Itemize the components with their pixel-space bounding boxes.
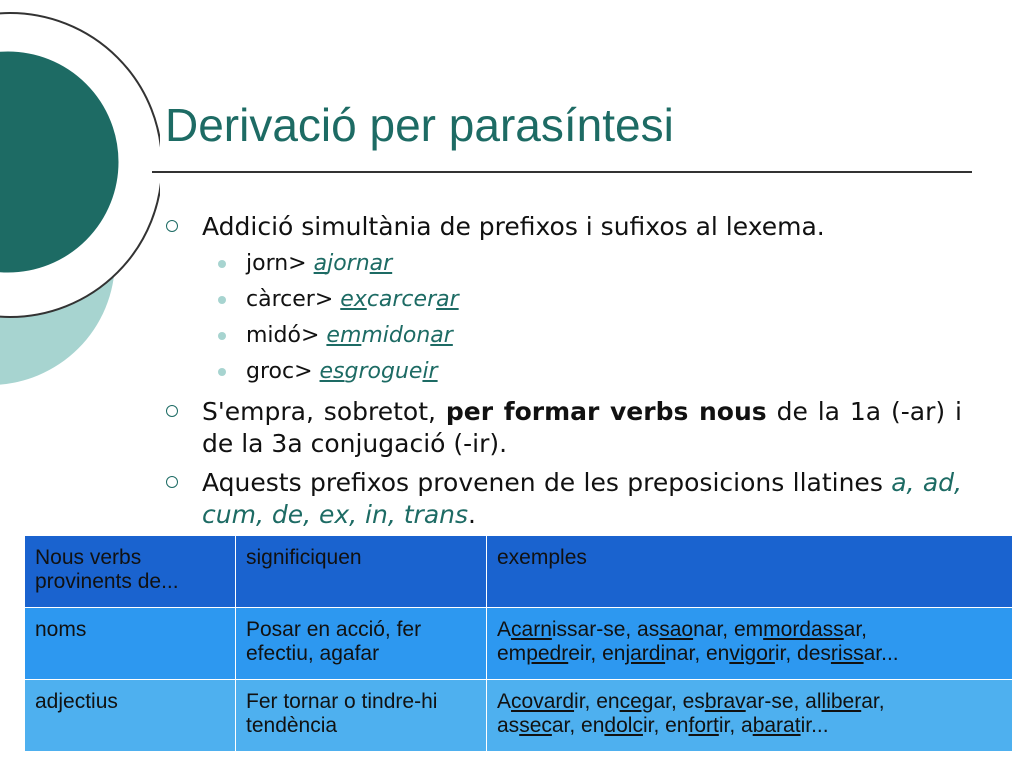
slide-title: Derivació per parasíntesi <box>165 99 674 151</box>
bullet-definition <box>202 211 962 243</box>
header-cell: exemples <box>487 536 1013 608</box>
bullet-dot-icon <box>218 260 226 268</box>
example-base: groc> <box>246 359 313 384</box>
example-base: jorn> <box>246 251 307 276</box>
example-item <box>246 358 438 386</box>
header-cell: Nous verbs provinents de... <box>25 536 236 608</box>
example-derived: esgrogueir <box>319 359 438 384</box>
bullet-origin: Aquests prefixos provenen de les preposicions llatines a, ad, cum, de, ex, in, trans. <box>202 467 962 531</box>
table-cell: adjectius <box>25 680 236 752</box>
example-derived: excarcerar <box>340 287 459 312</box>
decorative-circles <box>0 0 160 420</box>
bullet-dot-icon <box>218 368 226 376</box>
examples-cell: Acovardir, encegar, esbravar-se, alliberar, assecar, endolcir, enfortir, abaratir... <box>487 680 1013 752</box>
bullet-usage: S'empra, sobretot, per formar verbs nous de la 1a (-ar) i de la 3a conjugació (-ir). <box>202 396 962 460</box>
example-base: midó> <box>246 323 320 348</box>
example-derived: ajornar <box>313 251 393 276</box>
example-item <box>246 250 392 278</box>
example-derived: emmidonar <box>326 323 453 348</box>
title-divider <box>152 171 972 173</box>
bullet-dot-icon <box>218 296 226 304</box>
bullet-ring-icon <box>166 476 178 488</box>
example-item <box>246 286 459 314</box>
example-base: càrcer> <box>246 287 334 312</box>
table-cell: Posar en acció, fer efectiu, agafar <box>236 608 487 680</box>
table-cell: Fer tornar o tindre-hi tendència <box>236 680 487 752</box>
bullet-definition-text: Addició simultània de prefixos i sufixos al lexema. <box>202 212 825 241</box>
header-cell: significiquen <box>236 536 487 608</box>
bullet-ring-icon <box>166 220 178 232</box>
examples-cell: Acarnissar-se, assaonar, emmordassar, empedreir, enjardinar, envigorir, desrissar... <box>487 608 1013 680</box>
example-item <box>246 322 453 350</box>
table-header-row <box>25 536 1013 608</box>
bullet-ring-icon <box>166 405 178 417</box>
table-cell: noms <box>25 608 236 680</box>
parasynthesis-table <box>24 535 1013 752</box>
table-row <box>25 608 1013 680</box>
bullet-dot-icon <box>218 332 226 340</box>
table-row <box>25 680 1013 752</box>
